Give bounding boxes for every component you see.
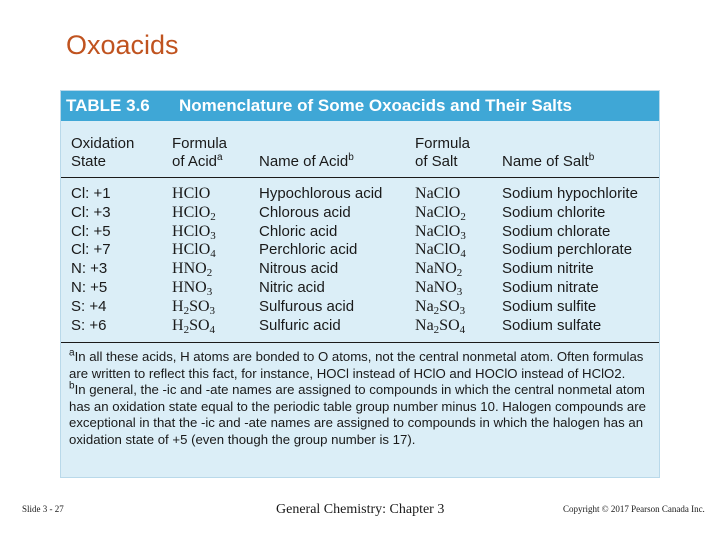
cell-acid-name: Perchloric acid [259, 241, 358, 259]
cell-acid-formula: HClO2 [172, 203, 216, 223]
cell-state: Cl: +5 [71, 222, 111, 240]
header-oxidation-state: Oxidation State [71, 135, 135, 170]
cell-acid-name: Nitric acid [259, 279, 325, 296]
cell-acid-formula: HClO4 [172, 241, 216, 261]
table-header-bar [61, 91, 659, 121]
cell-salt-name: Sodium perchlorate [502, 241, 633, 259]
cell-state: N: +3 [71, 260, 108, 278]
cell-acid-name: Nitrous acid [259, 260, 339, 278]
cell-salt-formula: NaClO3 [415, 222, 466, 242]
cell-acid-formula: H2SO3 [172, 297, 216, 317]
table-footnotes [69, 349, 657, 449]
cell-acid-formula: HNO3 [172, 279, 213, 298]
cell-salt-name: Sodium chlorate [502, 222, 611, 240]
cell-salt-formula: NaNO3 [415, 279, 463, 298]
footer-copyright: Copyright © 2017 Pearson Canada Inc. [563, 504, 705, 514]
slide-number: Slide 3 - 27 [22, 504, 64, 514]
cell-acid-formula: HNO2 [172, 260, 213, 280]
nomenclature-table [60, 90, 660, 478]
slide-title: Oxoacids [66, 30, 179, 60]
cell-acid-formula: HClO [172, 185, 211, 202]
table-caption: Nomenclature of Some Oxoacids and Their Salts [179, 96, 572, 115]
cell-state: S: +4 [71, 297, 107, 315]
cell-state: Cl: +7 [71, 241, 111, 259]
table-number: TABLE 3.6 [66, 96, 150, 115]
cell-salt-name: Sodium nitrate [502, 279, 599, 296]
cell-acid-name: Hypochlorous acid [259, 185, 383, 202]
cell-salt-formula: Na2SO3 [415, 297, 466, 317]
cell-salt-formula: Na2SO4 [415, 316, 466, 336]
cell-salt-name: Sodium chlorite [502, 203, 606, 221]
header-name-salt: Name of Salt$^b$ [502, 152, 595, 170]
cell-state: S: +6 [71, 316, 107, 334]
cell-acid-formula: H2SO4 [172, 316, 216, 336]
cell-state: Cl: +1 [71, 185, 111, 202]
notes-rule [61, 342, 659, 343]
cell-salt-formula: NaClO4 [415, 241, 466, 261]
cell-acid-name: Chlorous acid [259, 203, 351, 221]
footnote-a: $^a$In all these acids, H atoms are bonded to O atoms, not the central nonmetal atom. Often formulas are written to reflect this fact, for instance, HOCl instead of HClO and HOClO instead of HClO2. [69, 347, 644, 381]
cell-acid-formula: HClO3 [172, 222, 216, 242]
cell-salt-formula: NaClO [415, 185, 461, 202]
footnote-b: $^b$In general, the -ic and -ate names are assigned to compounds in which the central nonmetal atom has an oxidation state equal to the periodic table group number minus 10. Halogen compounds are exceptional in that the -ic and -ate names are assigned to compounds in which the halogen has an oxidation state of +5 (even though the group number is 17). [69, 380, 646, 447]
header-rule [61, 177, 659, 178]
header-formula-salt: Formula of Salt [415, 135, 471, 170]
cell-salt-formula: NaClO2 [415, 203, 466, 223]
cell-salt-name: Sodium sulfite [502, 297, 597, 315]
header-formula-acid: Formula of Acid$^a$ [172, 135, 228, 170]
cell-acid-name: Sulfurous acid [259, 297, 355, 315]
cell-state: Cl: +3 [71, 203, 111, 221]
cell-salt-name: Sodium hypochlorite [502, 185, 638, 202]
cell-state: N: +5 [71, 279, 108, 296]
cell-acid-name: Chloric acid [259, 222, 338, 240]
header-name-acid: Name of Acid$^b$ [259, 152, 354, 170]
footer-course: General Chemistry: Chapter 3 [276, 502, 445, 517]
cell-salt-formula: NaNO2 [415, 260, 463, 280]
cell-salt-name: Sodium sulfate [502, 316, 602, 334]
cell-salt-name: Sodium nitrite [502, 260, 594, 278]
cell-acid-name: Sulfuric acid [259, 316, 341, 334]
